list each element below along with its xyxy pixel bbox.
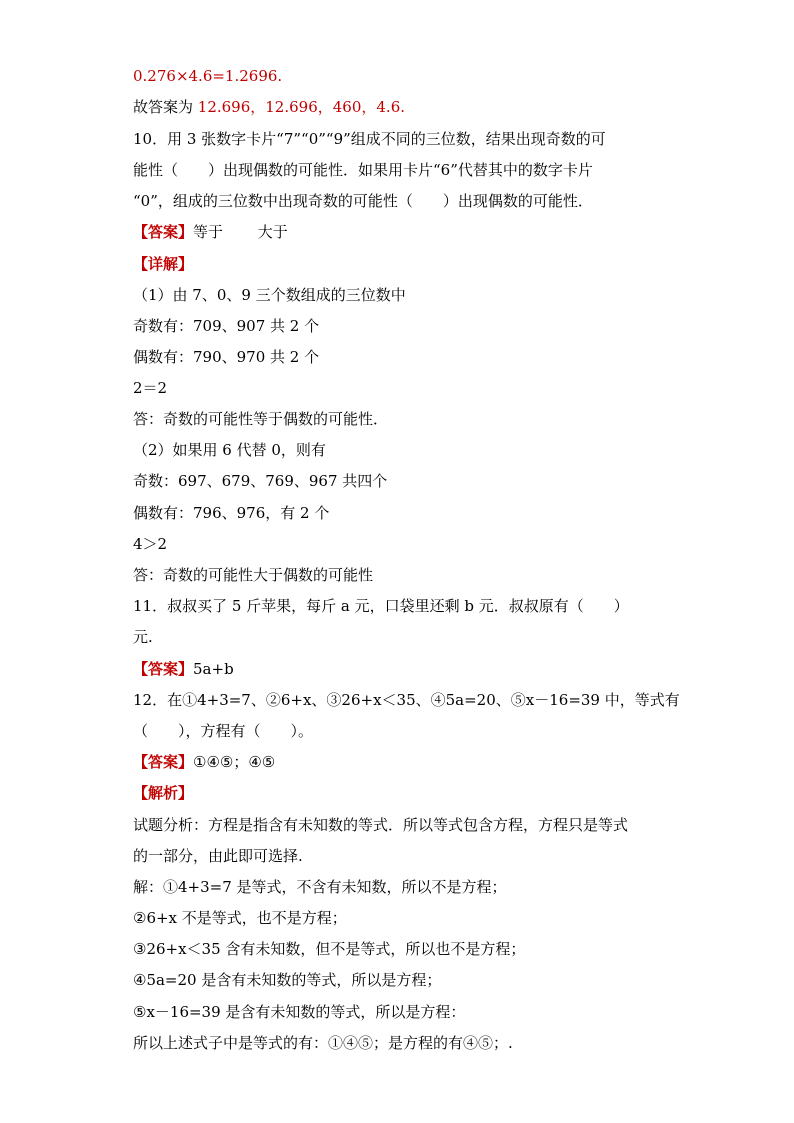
text-line xyxy=(133,815,628,835)
text-segment: 能性（ ）出现偶数的可能性．如果用卡片“6”代替其中的数字卡片 xyxy=(133,161,593,179)
text-line xyxy=(133,1033,513,1053)
text-segment: 【答案】 xyxy=(133,223,194,241)
text-segment: ③26+x＜35 含有未知数，但不是等式，所以也不是方程； xyxy=(133,940,526,958)
text-segment: 解：①4+3=7 是等式，不含有未知数，所以不是方程； xyxy=(133,878,507,896)
text-segment: （ ），方程有（ ）。 xyxy=(133,722,314,740)
text-line xyxy=(133,596,629,616)
text-segment: ②6+x 不是等式，也不是方程； xyxy=(133,909,347,927)
text-segment: 12．在①4+3=7、②6+x、③26+x＜35、④5a=20、⑤x－16=39 中，等式有 xyxy=(133,691,680,709)
text-segment: 【解析】 xyxy=(133,784,194,802)
text-line xyxy=(133,222,288,242)
text-line xyxy=(133,440,326,460)
text-line xyxy=(133,939,525,959)
text-segment: 【详解】 xyxy=(133,255,194,273)
text-line xyxy=(133,191,593,211)
text-line xyxy=(133,1002,465,1022)
text-line xyxy=(133,721,313,741)
text-line xyxy=(133,908,347,928)
text-line xyxy=(133,97,405,117)
text-segment: 11．叔叔买了 5 斤苹果，每斤 a 元，口袋里还剩 b 元．叔叔原有（ ） xyxy=(133,597,629,615)
text-segment: ⑤x－16=39 是含有未知数的等式，所以是方程： xyxy=(133,1003,466,1021)
text-line xyxy=(133,347,319,367)
text-segment: 2＝2 xyxy=(133,379,168,397)
text-segment: 【答案】 xyxy=(133,660,194,678)
text-segment: ①④⑤；④⑤ xyxy=(193,753,276,771)
text-line xyxy=(133,846,303,866)
text-line xyxy=(133,129,606,149)
text-segment: 故答案为 xyxy=(133,98,198,116)
text-segment: 0.276×4.6=1.2696. xyxy=(133,67,283,85)
text-segment: 12.696，12.696，460，4.6. xyxy=(197,98,406,116)
text-segment: 答：奇数的可能性大于偶数的可能性 xyxy=(133,566,374,584)
text-segment: 的一部分，由此即可选择. xyxy=(133,847,303,865)
text-segment: （2）如果用 6 代替 0，则有 xyxy=(133,441,326,459)
text-segment: 所以上述式子中是等式的有：①④⑤；是方程的有④⑤；. xyxy=(133,1034,513,1052)
text-line xyxy=(133,471,387,491)
text-segment: “0”，组成的三位数中出现奇数的可能性（ ）出现偶数的可能性． xyxy=(133,192,593,210)
text-line xyxy=(133,690,680,710)
text-line xyxy=(133,783,193,803)
text-line xyxy=(133,627,153,647)
text-line xyxy=(133,659,234,679)
text-line xyxy=(133,877,507,897)
text-segment: 元. xyxy=(133,628,153,646)
text-segment: 5a+b xyxy=(193,660,234,678)
text-line xyxy=(133,285,406,305)
text-segment: 偶数有：796、976，有 2 个 xyxy=(133,504,330,522)
text-line xyxy=(133,160,593,180)
text-segment: 奇数：697、679、769、967 共四个 xyxy=(133,472,388,490)
text-segment: ④5a=20 是含有未知数的等式，所以是方程； xyxy=(133,971,442,989)
text-line xyxy=(133,503,329,523)
text-segment: （1）由 7、0、9 三个数组成的三位数中 xyxy=(133,286,406,304)
text-segment: 4＞2 xyxy=(133,535,168,553)
text-segment: 【答案】 xyxy=(133,753,194,771)
text-segment: 试题分析：方程是指含有未知数的等式．所以等式包含方程，方程只是等式 xyxy=(133,816,629,834)
text-line xyxy=(133,66,282,86)
text-segment: 10．用 3 张数字卡片“7”“0”“9”组成不同的三位数，结果出现奇数的可 xyxy=(133,130,606,148)
text-line xyxy=(133,970,441,990)
text-segment: 等于 大于 xyxy=(193,223,288,241)
text-line xyxy=(133,316,319,336)
text-line xyxy=(133,565,373,585)
text-line xyxy=(133,254,193,274)
text-line xyxy=(133,752,275,772)
text-segment: 偶数有：790、970 共 2 个 xyxy=(133,348,320,366)
text-line xyxy=(133,378,167,398)
text-segment: 奇数有：709、907 共 2 个 xyxy=(133,317,320,335)
text-line xyxy=(133,409,388,429)
text-line xyxy=(133,534,167,554)
text-segment: 答：奇数的可能性等于偶数的可能性． xyxy=(133,410,389,428)
